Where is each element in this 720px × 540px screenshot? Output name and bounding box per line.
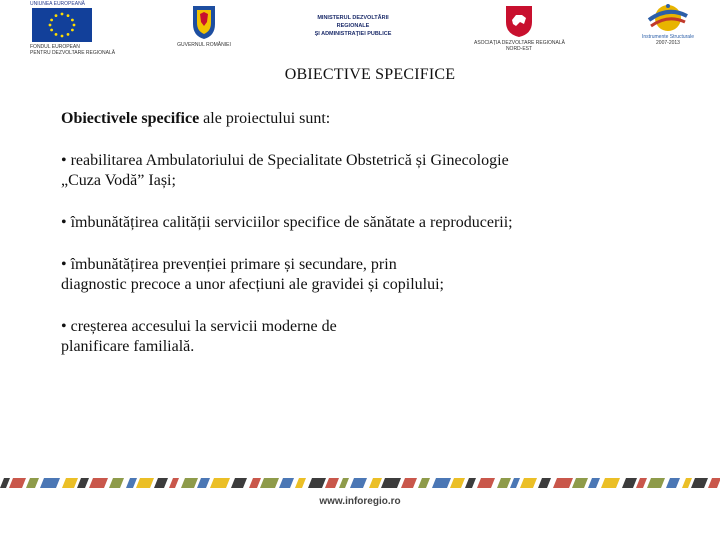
intro-text: ale proiectului sunt: <box>199 110 331 127</box>
footer-website-link[interactable]: www.inforegio.ro <box>319 496 401 507</box>
intro-bold-text: Obiectivele specifice <box>61 110 200 127</box>
adr-logo <box>474 0 564 52</box>
structural-instruments-logo <box>626 0 710 46</box>
footer-decorative-stripe <box>0 476 720 490</box>
structural-instruments-icon <box>645 2 691 34</box>
objective-3-line-1: • îmbunătățirea prevenției primare și secundare, prin <box>61 256 397 273</box>
government-logo-caption: GUVERNUL ROMÂNIEI <box>177 42 231 48</box>
regional-shield-icon <box>504 4 534 38</box>
objective-2-line-1: • îmbunătățirea calității serviciilor specifice de sănătate a reproducerii; <box>61 214 513 231</box>
objective-1-line-2: „Cuza Vodă” Iași; <box>61 172 176 189</box>
ministry-logo-line-1: MINISTERUL DEZVOLTĂRII REGIONALE <box>317 15 389 29</box>
adr-logo-caption-line-1: ASOCIAȚIA DEZVOLTARE REGIONALĂ <box>474 40 565 46</box>
objective-item <box>61 255 651 295</box>
ministry-logo <box>305 14 401 38</box>
adr-logo-caption-line-2: NORD-EST <box>505 46 533 52</box>
objective-3-line-2: diagnostic precoce a unor afecțiuni ale gravidei și copilului; <box>61 276 444 293</box>
objective-4-line-2: planificare familială. <box>61 338 195 355</box>
structural-instruments-caption-line-2: 2007-2013 <box>656 40 680 46</box>
government-logo <box>176 0 232 48</box>
romanian-coat-of-arms-icon <box>191 4 217 40</box>
page-title: OBIECTIVE SPECIFICE <box>284 66 456 83</box>
objective-1-line-1: • reabilitarea Ambulatoriului de Specialitate Obstetrică și Ginecologie <box>61 152 509 169</box>
objective-item <box>61 317 651 357</box>
structural-instruments-caption-line-1: Instrumente Structurale <box>642 34 694 40</box>
eu-logo <box>30 0 116 56</box>
slide-content <box>61 109 651 379</box>
objective-4-line-1: • creșterea accesului la servicii moderne de <box>61 318 337 335</box>
objective-item <box>61 213 651 233</box>
eu-logo-caption-top: UNIUNEA EUROPEANĂ <box>30 1 86 7</box>
eu-logo-caption-line-1: FONDUL EUROPEAN <box>30 44 80 50</box>
ministry-logo-line-2: ŞI ADMINISTRAŢIEI PUBLICE <box>314 31 392 37</box>
eu-logo-caption-line-2: PENTRU DEZVOLTARE REGIONALĂ <box>30 50 116 56</box>
objective-item <box>61 151 651 191</box>
intro-paragraph <box>61 109 651 129</box>
eu-flag-icon <box>32 8 92 42</box>
